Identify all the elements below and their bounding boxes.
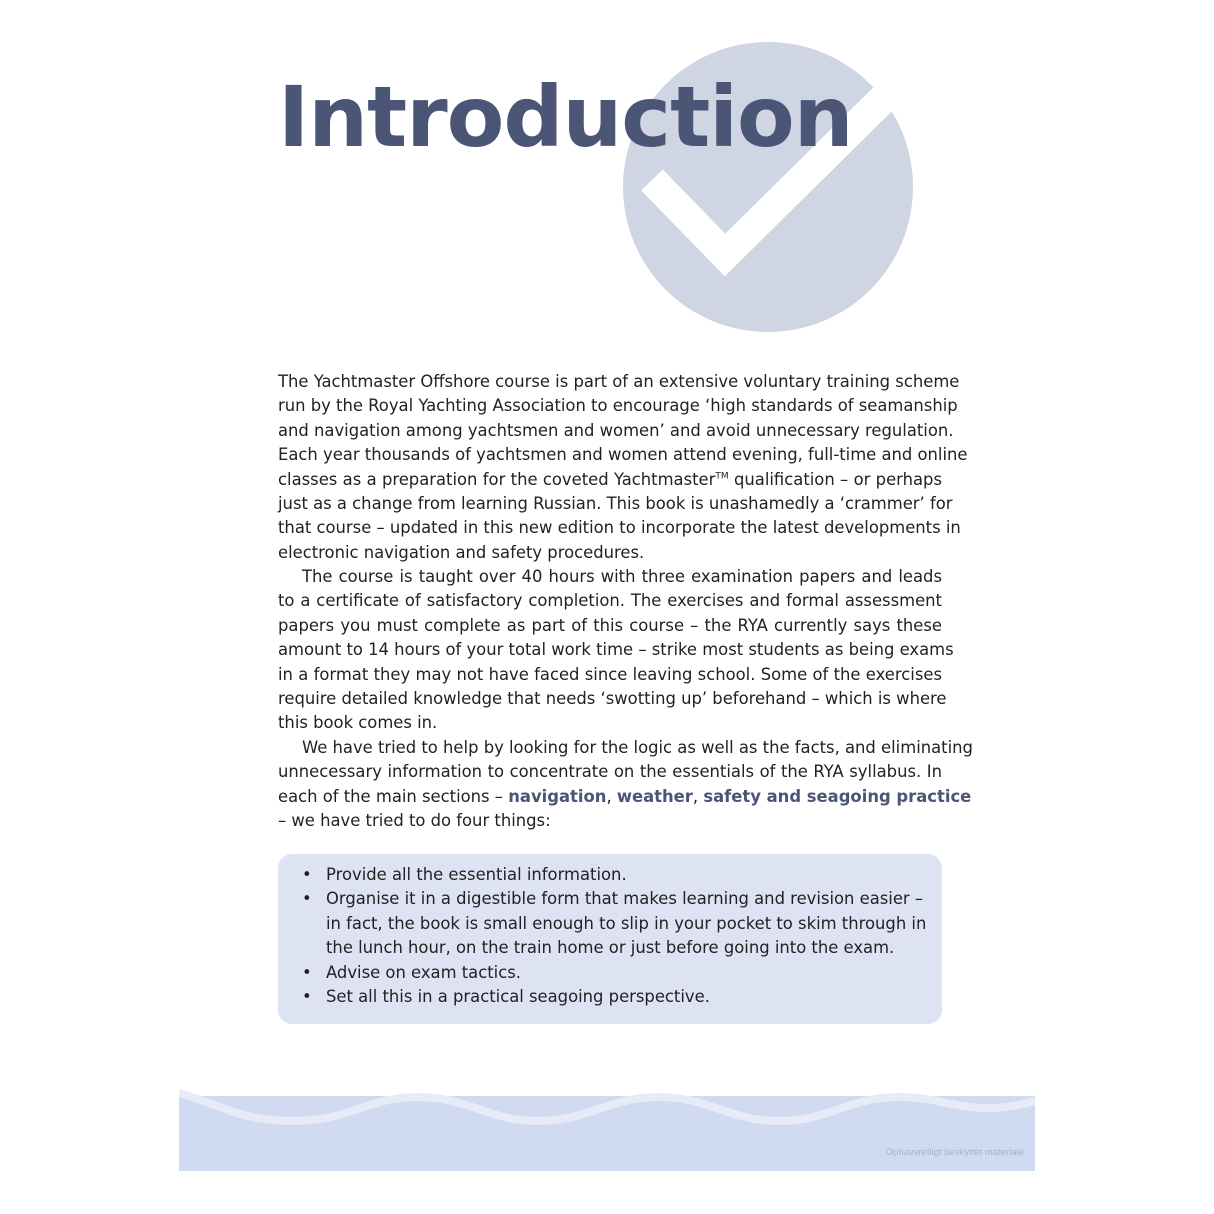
text: each of the main sections –	[278, 786, 509, 806]
bullet-item	[300, 985, 926, 1009]
text-line: – we have tried to do four things:	[278, 811, 551, 831]
text-line: Each year thousands of yachtsmen and women attend evening, full-time and online	[278, 445, 968, 465]
text-line: • Provide all the essential information.	[326, 865, 627, 884]
text-line: in a format they may not have faced since leaving school. Some of the exercises	[278, 664, 942, 684]
paragraph-2	[278, 565, 954, 736]
text-line: and navigation among yachtsmen and women’ and avoid unnecessary regulation.	[278, 420, 954, 440]
paragraph-1	[278, 370, 968, 565]
text-line: that course – updated in this new edition to incorporate the latest developments in	[278, 518, 961, 538]
text-line	[278, 468, 942, 492]
text-line: run by the Royal Yachting Association to encourage ‘high standards of seamanship	[278, 396, 958, 416]
paragraph-3	[278, 736, 973, 834]
text-line	[278, 785, 972, 809]
text-line: papers you must complete as part of this course – the RYA currently says these	[278, 615, 942, 635]
page-title: Introduction	[278, 68, 853, 166]
trademark: TM	[715, 471, 729, 482]
bullet-item	[300, 887, 926, 960]
text-line: the lunch hour, on the train home or just before going into the exam.	[326, 938, 895, 958]
bullet-item	[300, 863, 926, 887]
text-line: to a certificate of satisfactory completion. The exercises and formal assessment	[278, 591, 942, 611]
watermark: Ophavsretligt beskyttet materiale	[885, 1147, 1024, 1158]
text-line: require detailed knowledge that needs ‘swotting up’ beforehand – which is where	[278, 688, 947, 708]
text: classes as a preparation for the coveted Yachtmaster	[278, 469, 716, 489]
text-line: We have tried to help by looking for the logic as well as the facts, and eliminating	[302, 738, 973, 757]
text-line: unnecessary information to concentrate on the essentials of the RYA syllabus. In	[278, 762, 942, 782]
highlight-weather: weather	[616, 786, 693, 806]
text: qualification – or perhaps	[728, 469, 942, 489]
text: ,	[606, 786, 617, 806]
text-line: • Set all this in a practical seagoing perspective.	[326, 987, 710, 1007]
text-line: in fact, the book is small enough to slip in your pocket to skim through in	[326, 913, 927, 933]
text-line: just as a change from learning Russian. This book is unashamedly a ‘crammer’ for	[278, 493, 953, 513]
text-line: • Advise on exam tactics.	[326, 962, 521, 982]
text-line: amount to 14 hours of your total work time – strike most students as being exams	[278, 640, 954, 660]
text-line: The Yachtmaster Offshore course is part of an extensive voluntary training scheme	[278, 372, 960, 391]
text-line: The course is taught over 40 hours with three examination papers and leads	[302, 567, 942, 586]
bullet-item	[300, 961, 926, 985]
bullet-list	[300, 863, 926, 1009]
text: ,	[692, 786, 704, 806]
text-line: • Organise it in a digestible form that makes learning and revision easier –	[326, 889, 924, 909]
highlight-safety: safety and seagoing practice	[703, 786, 972, 806]
highlight-navigation: navigation	[508, 786, 607, 806]
text-line: electronic navigation and safety procedures.	[278, 542, 645, 562]
text-line: this book comes in.	[278, 713, 438, 733]
wave-footer	[179, 1089, 1035, 1171]
